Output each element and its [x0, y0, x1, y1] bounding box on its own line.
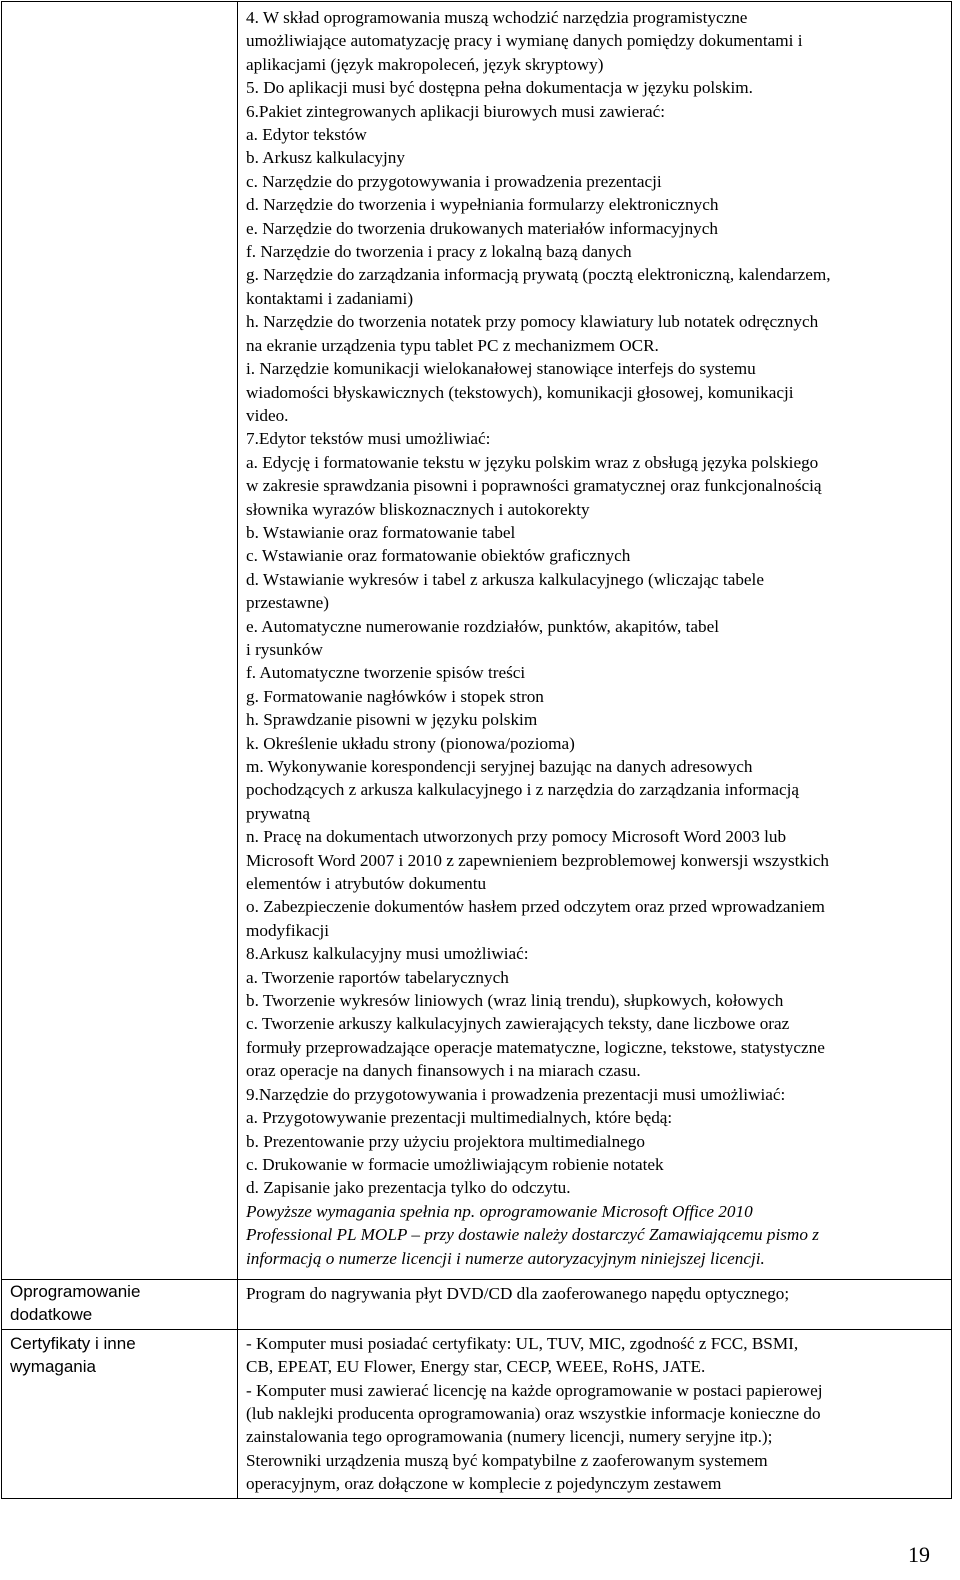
requirement-line: f. Narzędzie do tworzenia i pracy z lokalną bazą danych: [246, 242, 632, 262]
label-line: dodatkowe: [10, 1305, 93, 1325]
requirement-line: b. Wstawianie oraz formatowanie tabel: [246, 522, 516, 542]
certificate-line: (lub naklejki producenta oprogramowania) oraz wszystkie informacje konieczne do: [246, 1404, 821, 1424]
requirement-line: oraz operacje na danych finansowych i na miarach czasu.: [246, 1061, 641, 1081]
certificate-line: CB, EPEAT, EU Flower, Energy star, CECP, WEEE, RoHS, JATE.: [246, 1357, 706, 1377]
label-line: Certyfikaty i inne: [10, 1333, 136, 1353]
requirement-line: pochodzących z arkusza kalkulacyjnego i z narzędzia do zarządzania informacją: [246, 780, 800, 800]
certificates-cell: [238, 1329, 952, 1498]
requirement-line: b. Prezentowanie przy użyciu projektora multimedialnego: [246, 1131, 645, 1151]
requirement-line: a. Edytor tekstów: [246, 125, 367, 145]
requirement-line: g. Formatowanie nagłówków i stopek stron: [246, 686, 544, 706]
requirement-line: e. Narzędzie do tworzenia drukowanych materiałów informacyjnych: [246, 218, 718, 238]
requirement-line: formuły przeprowadzające operacje matematyczne, logiczne, tekstowe, statystyczne: [246, 1037, 825, 1057]
requirement-line: w zakresie sprawdzania pisowni i poprawności gramatycznej oraz funkcjonalnością: [246, 476, 822, 496]
requirement-line: d. Wstawianie wykresów i tabel z arkusza kalkulacyjnego (wliczając tabele: [246, 569, 764, 589]
requirement-line: c. Narzędzie do przygotowywania i prowadzenia prezentacji: [246, 171, 662, 191]
software-requirements-row: [2, 2, 952, 1280]
requirement-line: umożliwiające automatyzację pracy i wymianę danych pomiędzy dokumentami i: [246, 31, 803, 51]
requirement-line: 5. Do aplikacji musi być dostępna pełna dokumentacja w języku polskim.: [246, 78, 753, 98]
certificate-line: - Komputer musi posiadać certyfikaty: UL, TUV, MIC, zgodność z FCC, BSMI,: [246, 1333, 799, 1353]
requirement-line: o. Zabezpieczenie dokumentów hasłem przed odczytem oraz przed wprowadzaniem: [246, 897, 825, 917]
additional-software-text: Program do nagrywania płyt DVD/CD dla zaoferowanego napędu optycznego;: [246, 1284, 790, 1303]
requirement-line: h. Narzędzie do tworzenia notatek przy pomocy klawiatury lub notatek odręcznych: [246, 312, 819, 332]
empty-label-cell: [2, 2, 238, 1280]
requirement-line: a. Tworzenie raportów tabelarycznych: [246, 967, 509, 987]
note-line: informacją o numerze licencji i numerze autoryzacyjnym niniejszej licencji.: [246, 1248, 765, 1268]
requirements-table: [1, 1, 952, 1499]
additional-software-cell: [238, 1280, 952, 1330]
requirement-line: b. Tworzenie wykresów liniowych (wraz linią trendu), słupkowych, kołowych: [246, 991, 784, 1011]
requirement-line: i rysunków: [246, 639, 323, 659]
certificate-line: - Komputer musi zawierać licencję na każde oprogramowanie w postaci papierowej: [246, 1380, 823, 1400]
requirement-line: na ekranie urządzenia typu tablet PC z mechanizmem OCR.: [246, 335, 659, 355]
note-line: Powyższe wymagania spełnia np. oprogramowanie Microsoft Office 2010: [246, 1201, 753, 1221]
requirement-line: aplikacjami (język makropoleceń, język skryptowy): [246, 54, 604, 74]
requirement-line: e. Automatyczne numerowanie rozdziałów, punktów, akapitów, tabel: [246, 616, 719, 636]
requirement-line: Microsoft Word 2007 i 2010 z zapewnieniem bezproblemowej konwersji wszystkich: [246, 850, 830, 870]
requirement-line: a. Przygotowywanie prezentacji multimedialnych, które będą:: [246, 1108, 673, 1128]
requirement-line: elementów i atrybutów dokumentu: [246, 874, 487, 894]
requirement-line: g. Narzędzie do zarządzania informacją prywatą (pocztą elektroniczną, kalendarzem,: [246, 265, 831, 285]
requirement-line: c. Drukowanie w formacie umożliwiającym robienie notatek: [246, 1154, 664, 1174]
requirement-line: przestawne): [246, 593, 330, 613]
requirement-line: video.: [246, 405, 289, 425]
requirement-line: b. Arkusz kalkulacyjny: [246, 148, 405, 168]
requirement-line: 8.Arkusz kalkulacyjny musi umożliwiać:: [246, 944, 529, 964]
certificate-line: zainstalowania tego oprogramowania (numery licencji, numery seryjne itp.);: [246, 1427, 773, 1447]
requirement-line: 9.Narzędzie do przygotowywania i prowadzenia prezentacji musi umożliwiać:: [246, 1084, 786, 1104]
label-line: Oprogramowanie: [10, 1282, 141, 1301]
label-line: wymagania: [10, 1357, 96, 1377]
requirement-line: 6.Pakiet zintegrowanych aplikacji biurowych musi zawierać:: [246, 101, 666, 121]
requirement-line: k. Określenie układu strony (pionowa/pozioma): [246, 733, 575, 753]
additional-software-row: [2, 1280, 952, 1330]
certificates-label: [2, 1329, 238, 1498]
requirement-line: 4. W skład oprogramowania muszą wchodzić narzędzia programistyczne: [246, 8, 748, 27]
requirement-line: c. Wstawianie oraz formatowanie obiektów graficznych: [246, 546, 631, 566]
requirement-line: d. Zapisanie jako prezentacja tylko do odczytu.: [246, 1178, 571, 1198]
requirement-line: słownika wyrazów bliskoznacznych i autokorekty: [246, 499, 590, 519]
certificates-list: [246, 1332, 945, 1496]
requirement-line: a. Edycję i formatowanie tekstu w języku polskim wraz z obsługą języka polskiego: [246, 452, 819, 472]
requirement-line: prywatną: [246, 803, 310, 823]
requirement-line: kontaktami i zadaniami): [246, 288, 414, 308]
certificate-line: Sterowniki urządzenia muszą być kompatybilne z zaoferowanym systemem: [246, 1450, 768, 1470]
software-requirements-cell: [238, 2, 952, 1280]
certificates-row: [2, 1329, 952, 1498]
requirement-line: c. Tworzenie arkuszy kalkulacyjnych zawierających teksty, dane liczbowe oraz: [246, 1014, 790, 1034]
certificate-line: operacyjnym, oraz dołączone w komplecie z pojedynczym zestawem: [246, 1474, 722, 1494]
requirement-line: modyfikacji: [246, 920, 330, 940]
requirement-line: h. Sprawdzanie pisowni w języku polskim: [246, 710, 538, 730]
requirement-line: d. Narzędzie do tworzenia i wypełniania formularzy elektronicznych: [246, 195, 719, 215]
additional-software-label: [2, 1280, 238, 1330]
requirement-line: f. Automatyczne tworzenie spisów treści: [246, 663, 526, 683]
office-note: [246, 1200, 945, 1270]
requirement-line: wiadomości błyskawicznych (tekstowych), komunikacji głosowej, komunikacji: [246, 382, 794, 402]
requirement-line: m. Wykonywanie korespondencji seryjnej bazując na danych adresowych: [246, 757, 753, 776]
requirement-line: 7.Edytor tekstów musi umożliwiać:: [246, 429, 491, 449]
note-line: Professional PL MOLP – przy dostawie należy dostarczyć Zamawiającemu pismo z: [246, 1225, 819, 1245]
requirement-line: i. Narzędzie komunikacji wielokanałowej stanowiące interfejs do systemu: [246, 359, 756, 379]
requirement-line: n. Pracę na dokumentach utworzonych przy pomocy Microsoft Word 2003 lub: [246, 827, 787, 847]
page-number: 19: [908, 1542, 930, 1567]
requirements-list: [246, 6, 945, 1200]
